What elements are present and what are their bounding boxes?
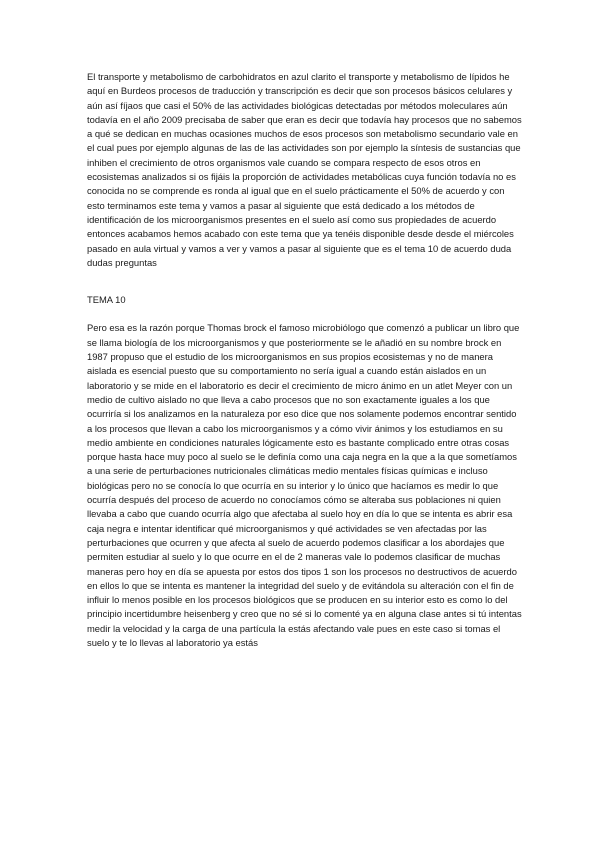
paragraph-tema-10: Pero esa es la razón porque Thomas brock el famoso microbiólogo que comenzó a publicar un libro que se llama biología de los microorganismos y que posteriormente se le añadió en su nombre brock en 1987 propuso que el estudio de los microorganismos en sus propios ecosistemas y no de manera aislada es esencial puesto que su comportamiento no sería igual a cuando están aislados en un laboratorio y se mide en el laboratorio es decir el crecimiento de micro ánimo en un atlet Meyer con un medio de cultivo aislado no que lleva a cabo procesos que no son exactamente iguales a los que ocurriría si los analizamos en la naturaleza por eso dice que nos solamente podemos encontrar sentido a los procesos que llevan a cabo los microorganismos y a cómo vivir ánimos y los estudiamos en su medio ambiente en condiciones naturales lógicamente esto es bastante complicado entre otras cosas porque hasta hace muy poco al suelo se le definía como una caja negra en la que a la que sometíamos a una serie de perturbaciones nutricionales climáticas medio mentales físicas químicas e incluso biológicas pero no se conocía lo que ocurría en su interior y lo único que hacíamos es medir lo que ocurría después del proceso de acuerdo no conocíamos cómo se alteraba sus poblaciones ni quien llevaba a cabo que cuando ocurría algo que afectaba al suelo hoy en día lo que se intenta es abrir esa caja negra e intentar identificar qué microorganismos y qué actividades se ven afectadas por las perturbaciones que ocurren y que afecta al suelo de acuerdo podemos clasificar a los abordajes que permiten estudiar al suelo y lo que ocurre en el de 2 maneras vale lo podemos clasificar de muchas maneras pero hoy en día se apuesta por estos dos tipos 1 son los procesos no destructivos de acuerdo en ellos lo que se intenta es mantener la integridad del suelo y de evitándola su alteración con el fin de influir lo menos posible en los procesos biológicos que se producen en su interior esto es como lo del principio incertidumbre heisenberg y creo que no sé si lo comenté ya en alguna clase antes si tú intentas medir la velocidad y la carga de una partícula la estás afectando vale pues en este caso si tomas el suelo y te lo llevas al laboratorio ya estás [87,322,522,648]
section-heading: TEMA 10 [87,294,126,306]
paragraph-intro: El transporte y metabolismo de carbohidratos en azul clarito el transporte y metabolismo de lípidos he aquí en Burdeos procesos de traducción y transcripción es decir que son procesos básicos celulares y aún así fíjaos que casi el 50% de las actividades biológicas detectadas por métodos moleculares aún todavía en el año 2009 precisaba de saber que eran es decir que todavía hay procesos que no sabemos a qué se dedican en muchas ocasiones muchos de esos procesos son metabolismo secundario vale en el cual pues por ejemplo algunas de las de las actividades son por ejemplo la síntesis de sustancias que inhiben el crecimiento de otros organismos vale cuando se compara respecto de esos otros en ecosistemas analizados si os fijáis la proporción de actividades metabólicas cuya función todavía no es conocida no se comprende es ronda al igual que en el suelo prácticamente el 50% de acuerdo y con esto terminamos este tema y vamos a pasar al siguiente que está dedicado a los métodos de identificación de los microorganismos presentes en el suelo así como sus propiedades de acuerdo entonces acabamos hemos acabado con este tema que ya tenéis disponible desde desde el miércoles pasado en aula virtual y vamos a ver y vamos a pasar al siguiente que es el tema 10 de acuerdo duda dudas preguntas [87,71,522,268]
document-body [87,70,523,650]
